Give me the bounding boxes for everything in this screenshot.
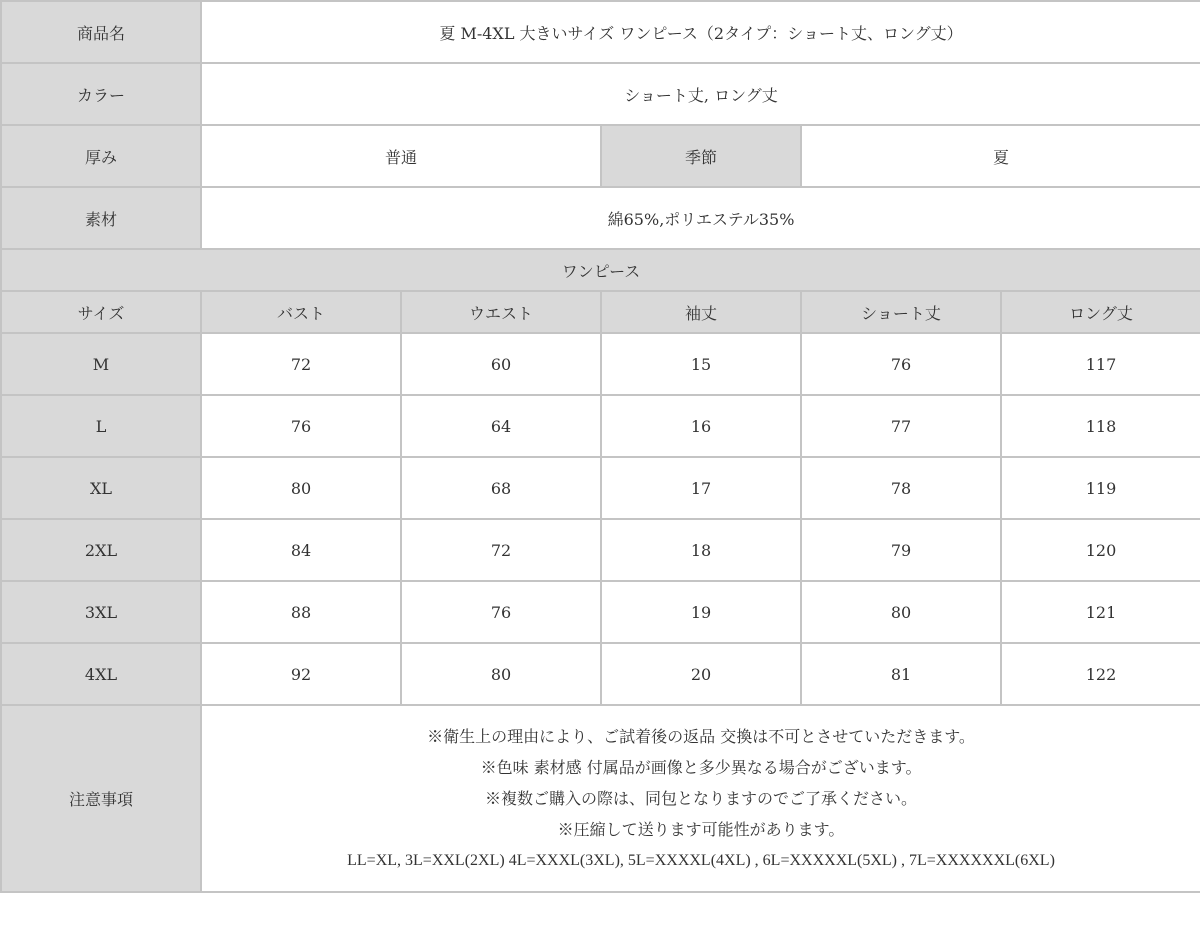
table-cell: 15 [601,333,801,395]
material-label: 素材 [1,187,201,249]
size-table-header-row [1,291,1200,333]
size-conversion-note: LL=XL, 3L=XXL(2XL) 4L=XXXL(3XL), 5L=XXXXL(4XL) , 6L=XXXXXL(5XL) , 7L=XXXXXXL(6XL) [347,852,1055,869]
table-cell: 119 [1001,457,1200,519]
note-line: ※衛生上の理由により、ご試着後の返品 交換は不可とさせていただきます。 [427,727,975,746]
material-value: 綿65%,ポリエステル35% [201,187,1200,249]
thickness-season-row [1,125,1200,187]
size-row [1,581,1200,643]
note-line: ※圧縮して送ります可能性があります。 [557,820,845,839]
table-cell: 77 [801,395,1001,457]
table-cell: 72 [401,519,601,581]
table-cell: 117 [1001,333,1200,395]
thickness-label: 厚み [1,125,201,187]
waist-header-cell: ウエスト [401,291,601,333]
thickness-value: 普通 [201,125,601,187]
size-label-cell: M [1,333,201,395]
table-cell: 16 [601,395,801,457]
material-row [1,187,1200,249]
product-name-label: 商品名 [1,1,201,63]
size-label-cell: 2XL [1,519,201,581]
note-line: ※色味 素材感 付属品が画像と多少異なる場合がございます。 [480,758,922,777]
size-table-title-row [1,249,1200,291]
table-cell: 80 [401,643,601,705]
size-row [1,519,1200,581]
table-cell: 84 [201,519,401,581]
table-cell: 64 [401,395,601,457]
notes-content [201,705,1200,892]
color-row [1,63,1200,125]
table-cell: 72 [201,333,401,395]
size-label-cell: L [1,395,201,457]
table-cell: 78 [801,457,1001,519]
sleeve-header-cell: 袖丈 [601,291,801,333]
table-cell: 76 [201,395,401,457]
table-cell: 80 [801,581,1001,643]
table-cell: 76 [801,333,1001,395]
table-cell: 92 [201,643,401,705]
table-cell: 60 [401,333,601,395]
short-length-header-cell: ショート丈 [801,291,1001,333]
size-row [1,643,1200,705]
table-cell: 19 [601,581,801,643]
color-label: カラー [1,63,201,125]
table-cell: 122 [1001,643,1200,705]
long-length-header-cell: ロング丈 [1001,291,1200,333]
table-cell: 68 [401,457,601,519]
size-label-cell: XL [1,457,201,519]
table-cell: 20 [601,643,801,705]
size-label-cell: 3XL [1,581,201,643]
notes-row [1,705,1200,892]
size-table-title: ワンピース [1,249,1200,291]
bust-header-cell: バスト [201,291,401,333]
size-header-cell: サイズ [1,291,201,333]
color-value: ショート丈, ロング丈 [201,63,1200,125]
size-row [1,395,1200,457]
table-cell: 120 [1001,519,1200,581]
table-cell: 17 [601,457,801,519]
size-row [1,333,1200,395]
season-label: 季節 [601,125,801,187]
note-line: ※複数ご購入の際は、同包となりますのでご了承ください。 [485,789,918,808]
table-cell: 80 [201,457,401,519]
season-value: 夏 [801,125,1200,187]
table-cell: 79 [801,519,1001,581]
notes-label: 注意事項 [1,705,201,892]
size-label-cell: 4XL [1,643,201,705]
table-cell: 81 [801,643,1001,705]
table-cell: 118 [1001,395,1200,457]
table-cell: 121 [1001,581,1200,643]
size-row [1,457,1200,519]
table-cell: 88 [201,581,401,643]
table-cell: 76 [401,581,601,643]
product-name-row [1,1,1200,63]
table-cell: 18 [601,519,801,581]
product-name-value: 夏 M-4XL 大きいサイズ ワンピース（2タイプ：ショート丈、ロング丈） [201,1,1200,63]
